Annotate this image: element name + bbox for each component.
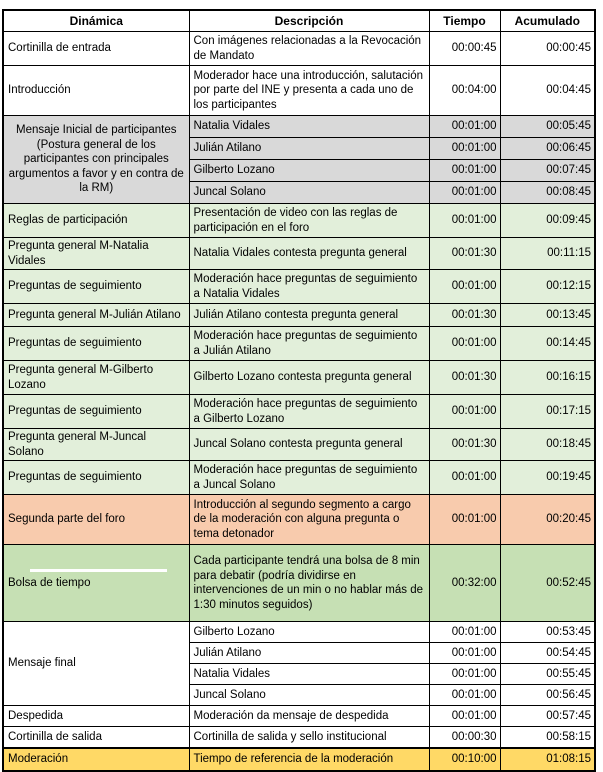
descripcion-cell: Natalia Vidales: [189, 116, 429, 138]
tiempo-cell: 00:32:00: [429, 545, 500, 622]
acumulado-cell: 00:04:45: [500, 66, 595, 116]
tiempo-cell: 00:01:00: [429, 160, 500, 182]
acumulado-cell: 00:17:15: [500, 395, 595, 429]
acumulado-cell: 00:11:15: [500, 238, 595, 270]
dinamica-label: Cortinilla de salida: [8, 730, 102, 743]
tiempo-cell: 00:04:00: [429, 66, 500, 116]
acumulado-cell: 00:19:45: [500, 461, 595, 495]
dinamica-cell: [3, 748, 189, 771]
descripcion-cell: Introducción al segundo segmento a cargo de la moderación con alguna pregunta o tema detonador: [189, 495, 429, 545]
table-row: [3, 429, 595, 461]
dinamica-label: Pregunta general M-Julián Atilano: [8, 308, 181, 321]
descripcion-cell: Juncal Solano: [189, 182, 429, 204]
table-row: [3, 361, 595, 395]
tiempo-cell: 00:00:45: [429, 32, 500, 66]
dinamica-cell: [3, 495, 189, 545]
dinamica-cell: [3, 204, 189, 238]
acumulado-cell: 00:53:45: [500, 622, 595, 643]
table-row: [3, 495, 595, 545]
descripcion-cell: Moderación hace preguntas de seguimiento a Juncal Solano: [189, 461, 429, 495]
dinamica-cell: [3, 545, 189, 622]
descripcion-cell: Con imágenes relacionadas a la Revocación de Mandato: [189, 32, 429, 66]
dinamica-label: Pregunta general M-Juncal Solano: [8, 431, 147, 458]
acumulado-cell: 00:07:45: [500, 160, 595, 182]
table-row: [3, 395, 595, 429]
acumulado-cell: 00:20:45: [500, 495, 595, 545]
dinamica-cell: [3, 32, 189, 66]
table-row: [3, 748, 595, 771]
descripcion-cell: Julián Atilano: [189, 643, 429, 664]
tiempo-cell: 00:01:30: [429, 361, 500, 395]
dinamica-label: Mensaje final: [8, 657, 76, 670]
forum-schedule-table: [2, 9, 596, 772]
merged-cell-white-divider: [30, 569, 167, 572]
acumulado-cell: 00:18:45: [500, 429, 595, 461]
tiempo-cell: 00:01:00: [429, 706, 500, 727]
dinamica-label: Introducción: [8, 84, 71, 97]
dinamica-label: Preguntas de seguimiento: [8, 337, 142, 350]
dinamica-label: Pregunta general M-Natalia Vidales: [8, 240, 149, 267]
descripcion-cell: Juncal Solano: [189, 685, 429, 706]
dinamica-label: Preguntas de seguimiento: [8, 405, 142, 418]
dinamica-label: Mensaje Inicial de participantes (Postura general de los participantes con principales argumentos a favor y en contra de la RM): [8, 124, 184, 195]
table-row: [3, 327, 595, 361]
descripcion-cell: Julián Atilano contesta pregunta general: [189, 304, 429, 327]
acumulado-cell: 00:57:45: [500, 706, 595, 727]
tiempo-cell: 00:01:00: [429, 643, 500, 664]
descripcion-cell: Moderación da mensaje de despedida: [189, 706, 429, 727]
tiempo-cell: 00:01:00: [429, 116, 500, 138]
acumulado-cell: 00:54:45: [500, 643, 595, 664]
descripcion-cell: Gilberto Lozano: [189, 622, 429, 643]
table-row: [3, 304, 595, 327]
tiempo-cell: 00:01:00: [429, 622, 500, 643]
descripcion-cell: Presentación de video con las reglas de participación en el foro: [189, 204, 429, 238]
table-row: [3, 727, 595, 749]
descripcion-cell: Julián Atilano: [189, 138, 429, 160]
tiempo-cell: 00:01:00: [429, 685, 500, 706]
table-row: [3, 116, 595, 138]
header-row: [3, 10, 595, 32]
tiempo-cell: 00:10:00: [429, 748, 500, 771]
dinamica-cell: [3, 461, 189, 495]
dinamica-cell: [3, 327, 189, 361]
descripcion-cell: Natalia Vidales contesta pregunta general: [189, 238, 429, 270]
acumulado-cell: 00:06:45: [500, 138, 595, 160]
dinamica-cell: [3, 622, 189, 706]
acumulado-cell: 00:00:45: [500, 32, 595, 66]
acumulado-cell: 00:13:45: [500, 304, 595, 327]
dinamica-label: Segunda parte del foro: [8, 513, 126, 526]
tiempo-cell: 00:01:00: [429, 327, 500, 361]
descripcion-cell: Moderación hace preguntas de seguimiento a Natalia Vidales: [189, 270, 429, 304]
descripcion-cell: Juncal Solano contesta pregunta general: [189, 429, 429, 461]
acumulado-cell: 00:16:15: [500, 361, 595, 395]
table-row: [3, 204, 595, 238]
dinamica-label: Bolsa de tiempo: [8, 576, 91, 589]
table-row: [3, 270, 595, 304]
descripcion-cell: Gilberto Lozano: [189, 160, 429, 182]
dinamica-cell: [3, 66, 189, 116]
tiempo-cell: 00:01:00: [429, 270, 500, 304]
schedule-table-body: [3, 32, 595, 772]
dinamica-cell: [3, 706, 189, 727]
dinamica-label: Pregunta general M-Gilberto Lozano: [8, 364, 154, 391]
dinamica-cell: [3, 116, 189, 204]
dinamica-label: Preguntas de seguimiento: [8, 280, 142, 293]
acumulado-cell: 00:14:45: [500, 327, 595, 361]
descripcion-cell: Moderador hace una introducción, salutación por parte del INE y presenta a cada uno de los participantes: [189, 66, 429, 116]
acumulado-cell: 01:08:15: [500, 748, 595, 771]
descripcion-cell: Cortinilla de salida y sello institucional: [189, 727, 429, 749]
tiempo-cell: 00:01:00: [429, 138, 500, 160]
dinamica-label: Despedida: [8, 709, 63, 722]
acumulado-cell: 00:55:45: [500, 664, 595, 685]
table-row: [3, 66, 595, 116]
acumulado-cell: 00:09:45: [500, 204, 595, 238]
tiempo-cell: 00:00:30: [429, 727, 500, 749]
acumulado-cell: 00:56:45: [500, 685, 595, 706]
column-header-dinamica: Dinámica: [3, 10, 189, 32]
dinamica-cell: [3, 727, 189, 749]
dinamica-label: Moderación: [8, 753, 69, 766]
table-row: [3, 545, 595, 622]
tiempo-cell: 00:01:30: [429, 304, 500, 327]
acumulado-cell: 00:58:15: [500, 727, 595, 749]
acumulado-cell: 00:52:45: [500, 545, 595, 622]
dinamica-label: Reglas de participación: [8, 214, 128, 227]
table-row: [3, 622, 595, 643]
tiempo-cell: 00:01:30: [429, 238, 500, 270]
dinamica-cell: [3, 270, 189, 304]
tiempo-cell: 00:01:00: [429, 461, 500, 495]
descripcion-cell: Moderación hace preguntas de seguimiento a Gilberto Lozano: [189, 395, 429, 429]
table-row: [3, 238, 595, 270]
column-header-tiempo: Tiempo: [429, 10, 500, 32]
tiempo-cell: 00:01:30: [429, 429, 500, 461]
dinamica-cell: [3, 238, 189, 270]
acumulado-cell: 00:08:45: [500, 182, 595, 204]
tiempo-cell: 00:01:00: [429, 495, 500, 545]
acumulado-cell: 00:05:45: [500, 116, 595, 138]
table-row: [3, 461, 595, 495]
dinamica-label: Preguntas de seguimiento: [8, 471, 142, 484]
tiempo-cell: 00:01:00: [429, 182, 500, 204]
acumulado-cell: 00:12:15: [500, 270, 595, 304]
dinamica-cell: [3, 304, 189, 327]
descripcion-cell: Tiempo de referencia de la moderación: [189, 748, 429, 771]
dinamica-label: Cortinilla de entrada: [8, 42, 111, 55]
column-header-descripcion: Descripción: [189, 10, 429, 32]
dinamica-cell: [3, 361, 189, 395]
descripcion-cell: Moderación hace preguntas de seguimiento a Julián Atilano: [189, 327, 429, 361]
column-header-acumulado: Acumulado: [500, 10, 595, 32]
table-row: [3, 706, 595, 727]
tiempo-cell: 00:01:00: [429, 395, 500, 429]
tiempo-cell: 00:01:00: [429, 204, 500, 238]
dinamica-cell: [3, 395, 189, 429]
descripcion-cell: Cada participante tendrá una bolsa de 8 min para debatir (podría dividirse en intervenciones de un min o no hablar más de 1:30 minutos seguidos): [189, 545, 429, 622]
descripcion-cell: Natalia Vidales: [189, 664, 429, 685]
descripcion-cell: Gilberto Lozano contesta pregunta general: [189, 361, 429, 395]
dinamica-cell: [3, 429, 189, 461]
table-header: [3, 10, 595, 32]
table-row: [3, 32, 595, 66]
tiempo-cell: 00:01:00: [429, 664, 500, 685]
